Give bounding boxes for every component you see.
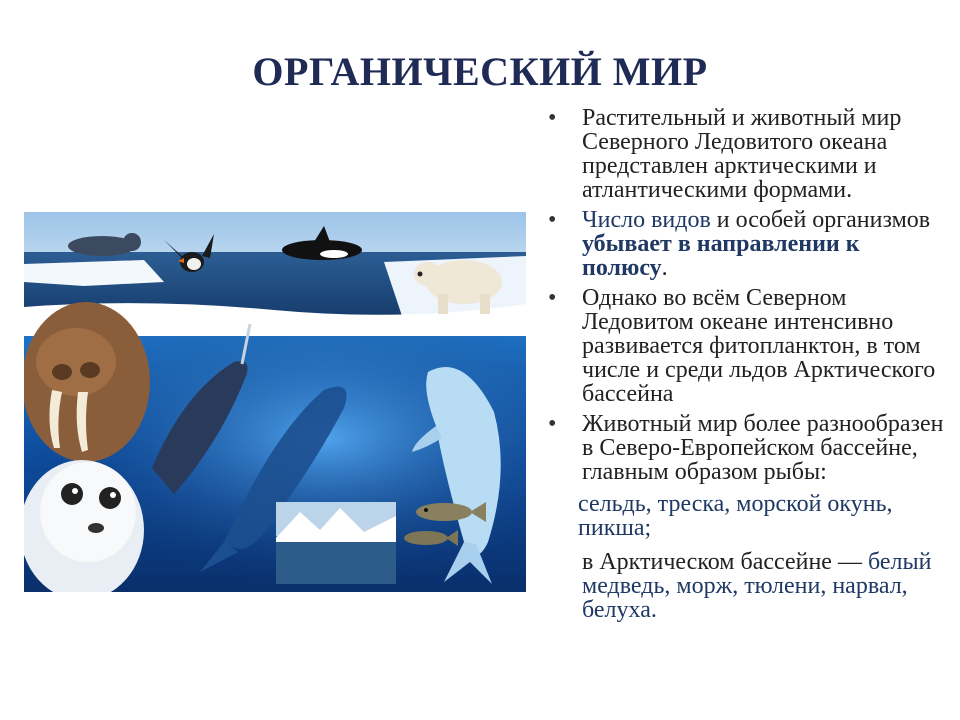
walrus-icon: [24, 302, 150, 462]
bullet-text-part: .: [661, 255, 668, 281]
bullet-item: [548, 412, 948, 484]
bullet-item: [548, 208, 948, 280]
fish-species-list: сельдь, треска, морской окунь, пикша;: [578, 491, 893, 541]
emphasis-phrase: убывает в направлении к полюсу: [582, 231, 860, 281]
ice-floe: [24, 260, 164, 286]
arctic-basin-label: в Арктическом бассейне —: [582, 549, 868, 575]
content-text-column: [548, 106, 948, 622]
bullet-text: [582, 208, 948, 280]
arctic-animals-text: белый медведь, морж, тюлени, нарвал, белуха.: [582, 549, 932, 623]
bullet-item: [548, 286, 948, 406]
bullet-marker: •: [548, 411, 557, 437]
bullet-text-part: и особей организмов: [710, 207, 931, 233]
bullet-marker: •: [548, 207, 557, 233]
bullet-item: [548, 106, 948, 202]
bullet-text: Растительный и животный мир Северного Ледовитого океана представлен арктическими и атлантическими формами.: [582, 105, 902, 203]
slide-title: ОРГАНИЧЕСКИЙ МИР: [252, 49, 708, 94]
iceberg-landscape-icon: [276, 502, 396, 584]
species-count-phrase: Число видов: [582, 207, 711, 233]
bullet-text: Однако во всём Северном Ледовитом океане интенсивно развивается фитопланктон, в том числе и среди льдов Арктического бассейна: [582, 285, 936, 407]
bullet-text: Животный мир более разнообразен в Северо-Европейском бассейне, главным образом рыбы:: [582, 411, 944, 485]
arctic-species-list: [548, 550, 948, 622]
bullet-marker: •: [548, 285, 557, 311]
bullet-marker: •: [548, 105, 557, 131]
arctic-fauna-illustration: [24, 212, 526, 592]
